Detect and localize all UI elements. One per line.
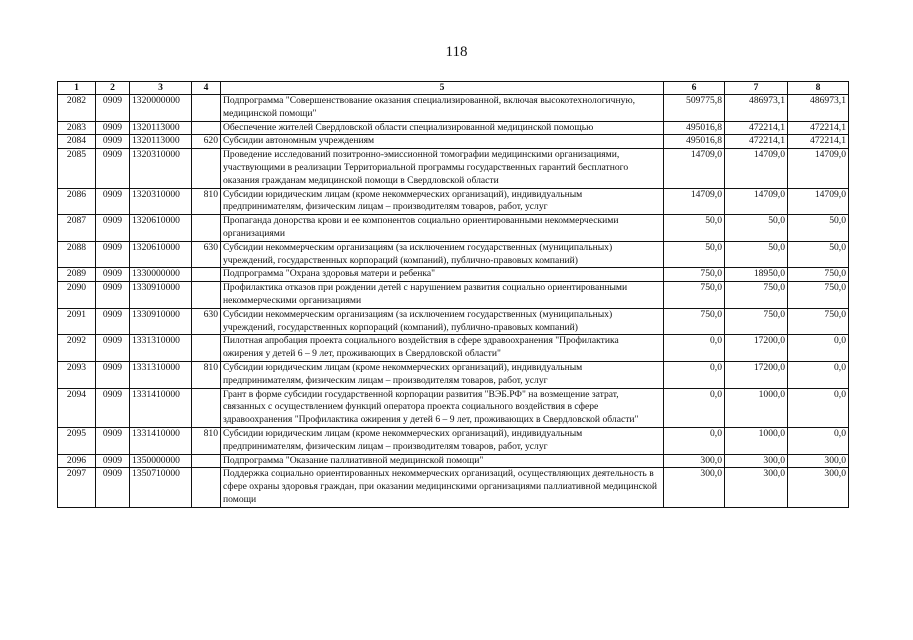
row-number: 2094 bbox=[58, 388, 96, 427]
target-code: 1320113000 bbox=[130, 121, 192, 135]
amount-col-8: 50,0 bbox=[788, 215, 849, 242]
amount-col-7: 14709,0 bbox=[725, 188, 788, 215]
row-number: 2097 bbox=[58, 468, 96, 507]
section-code: 0909 bbox=[96, 388, 130, 427]
expense-type-code bbox=[192, 95, 221, 122]
amount-col-8: 14709,0 bbox=[788, 188, 849, 215]
amount-col-8: 750,0 bbox=[788, 308, 849, 335]
amount-col-8: 0,0 bbox=[788, 335, 849, 362]
item-name: Субсидии юридическим лицам (кроме некоммерческих организаций), индивидуальным предпринимателям, физическим лицам – производителям товаров, работ, услуг bbox=[221, 361, 664, 388]
item-name: Грант в форме субсидии государственной корпорации развития "ВЭБ.РФ" на возмещение затрат, связанных с осуществлением функций оператора проекта социального воздействия в сфере здравоохранения "Профилактика ожирения у детей 6 – 9 лет, проживающих в Свердловской области" bbox=[221, 388, 664, 427]
row-number: 2090 bbox=[58, 282, 96, 309]
item-name: Субсидии некоммерческим организациям (за исключением государственных (муниципальных) учреждений, государственных корпораций (компаний), публично-правовых компаний) bbox=[221, 241, 664, 268]
amount-col-7: 18950,0 bbox=[725, 268, 788, 282]
amount-col-6: 0,0 bbox=[664, 335, 725, 362]
expense-type-code bbox=[192, 468, 221, 507]
table-row bbox=[58, 454, 849, 468]
expense-type-code bbox=[192, 121, 221, 135]
table-row bbox=[58, 188, 849, 215]
column-header: 7 bbox=[725, 82, 788, 95]
column-header: 3 bbox=[130, 82, 192, 95]
item-name: Проведение исследований позитронно-эмиссионной томографии медицинскими организациями, участвующими в реализации Территориальной программы государственных гарантий бесплатного оказания гражданам медицинской помощи в Свердловской области bbox=[221, 149, 664, 188]
amount-col-6: 509775,8 bbox=[664, 95, 725, 122]
table-row bbox=[58, 95, 849, 122]
target-code: 1320610000 bbox=[130, 215, 192, 242]
amount-col-8: 300,0 bbox=[788, 454, 849, 468]
table-row bbox=[58, 215, 849, 242]
amount-col-8: 0,0 bbox=[788, 361, 849, 388]
expense-type-code bbox=[192, 335, 221, 362]
row-number: 2087 bbox=[58, 215, 96, 242]
table-row bbox=[58, 149, 849, 188]
table-row bbox=[58, 388, 849, 427]
target-code: 1330000000 bbox=[130, 268, 192, 282]
section-code: 0909 bbox=[96, 149, 130, 188]
amount-col-6: 14709,0 bbox=[664, 188, 725, 215]
expense-type-code bbox=[192, 149, 221, 188]
amount-col-7: 300,0 bbox=[725, 454, 788, 468]
section-code: 0909 bbox=[96, 95, 130, 122]
table-row bbox=[58, 468, 849, 507]
column-header: 4 bbox=[192, 82, 221, 95]
amount-col-6: 50,0 bbox=[664, 241, 725, 268]
amount-col-6: 0,0 bbox=[664, 427, 725, 454]
target-code: 1320310000 bbox=[130, 149, 192, 188]
column-header: 2 bbox=[96, 82, 130, 95]
target-code: 1331410000 bbox=[130, 388, 192, 427]
item-name: Подпрограмма "Оказание паллиативной медицинской помощи" bbox=[221, 454, 664, 468]
item-name: Подпрограмма "Охрана здоровья матери и ребенка" bbox=[221, 268, 664, 282]
row-number: 2088 bbox=[58, 241, 96, 268]
amount-col-6: 14709,0 bbox=[664, 149, 725, 188]
amount-col-6: 300,0 bbox=[664, 468, 725, 507]
row-number: 2089 bbox=[58, 268, 96, 282]
section-code: 0909 bbox=[96, 121, 130, 135]
table-row bbox=[58, 241, 849, 268]
section-code: 0909 bbox=[96, 454, 130, 468]
amount-col-7: 50,0 bbox=[725, 215, 788, 242]
amount-col-8: 14709,0 bbox=[788, 149, 849, 188]
section-code: 0909 bbox=[96, 335, 130, 362]
column-header: 5 bbox=[221, 82, 664, 95]
target-code: 1320310000 bbox=[130, 188, 192, 215]
amount-col-8: 300,0 bbox=[788, 468, 849, 507]
section-code: 0909 bbox=[96, 282, 130, 309]
table-row bbox=[58, 335, 849, 362]
expense-type-code bbox=[192, 268, 221, 282]
section-code: 0909 bbox=[96, 215, 130, 242]
expense-type-code: 810 bbox=[192, 427, 221, 454]
amount-col-7: 750,0 bbox=[725, 282, 788, 309]
section-code: 0909 bbox=[96, 427, 130, 454]
row-number: 2082 bbox=[58, 95, 96, 122]
amount-col-7: 50,0 bbox=[725, 241, 788, 268]
table-row bbox=[58, 282, 849, 309]
item-name: Пропаганда донорства крови и ее компонентов социально ориентированными некоммерческими организациями bbox=[221, 215, 664, 242]
amount-col-6: 495016,8 bbox=[664, 121, 725, 135]
row-number: 2092 bbox=[58, 335, 96, 362]
target-code: 1350710000 bbox=[130, 468, 192, 507]
expense-type-code bbox=[192, 388, 221, 427]
amount-col-8: 486973,1 bbox=[788, 95, 849, 122]
section-code: 0909 bbox=[96, 268, 130, 282]
amount-col-6: 495016,8 bbox=[664, 135, 725, 149]
section-code: 0909 bbox=[96, 361, 130, 388]
target-code: 1350000000 bbox=[130, 454, 192, 468]
expense-type-code bbox=[192, 282, 221, 309]
page-number: 118 bbox=[445, 44, 468, 60]
row-number: 2091 bbox=[58, 308, 96, 335]
section-code: 0909 bbox=[96, 135, 130, 149]
amount-col-8: 0,0 bbox=[788, 388, 849, 427]
table-row bbox=[58, 135, 849, 149]
target-code: 1330910000 bbox=[130, 282, 192, 309]
amount-col-7: 472214,1 bbox=[725, 121, 788, 135]
target-code: 1331310000 bbox=[130, 361, 192, 388]
item-name: Поддержка социально ориентированных некоммерческих организаций, осуществляющих деятельность в сфере охраны здоровья граждан, при оказании медицинскими организациями паллиативной медицинской помощи bbox=[221, 468, 664, 507]
item-name: Субсидии юридическим лицам (кроме некоммерческих организаций), индивидуальным предпринимателям, физическим лицам – производителям товаров, работ, услуг bbox=[221, 188, 664, 215]
amount-col-8: 50,0 bbox=[788, 241, 849, 268]
item-name: Подпрограмма "Совершенствование оказания специализированной, включая высокотехнологичную, медицинской помощи" bbox=[221, 95, 664, 122]
expense-type-code: 620 bbox=[192, 135, 221, 149]
amount-col-7: 300,0 bbox=[725, 468, 788, 507]
row-number: 2095 bbox=[58, 427, 96, 454]
column-header: 1 bbox=[58, 82, 96, 95]
item-name: Субсидии автономным учреждениям bbox=[221, 135, 664, 149]
amount-col-6: 50,0 bbox=[664, 215, 725, 242]
amount-col-7: 486973,1 bbox=[725, 95, 788, 122]
target-code: 1320113000 bbox=[130, 135, 192, 149]
table-row bbox=[58, 427, 849, 454]
amount-col-7: 17200,0 bbox=[725, 361, 788, 388]
expense-type-code: 630 bbox=[192, 308, 221, 335]
target-code: 1331310000 bbox=[130, 335, 192, 362]
amount-col-8: 472214,1 bbox=[788, 121, 849, 135]
target-code: 1320000000 bbox=[130, 95, 192, 122]
amount-col-6: 0,0 bbox=[664, 388, 725, 427]
table-header-row bbox=[58, 82, 849, 95]
amount-col-7: 472214,1 bbox=[725, 135, 788, 149]
item-name: Субсидии юридическим лицам (кроме некоммерческих организаций), индивидуальным предпринимателям, физическим лицам – производителям товаров, работ, услуг bbox=[221, 427, 664, 454]
table-row bbox=[58, 361, 849, 388]
amount-col-6: 300,0 bbox=[664, 454, 725, 468]
table-row bbox=[58, 121, 849, 135]
table-row bbox=[58, 268, 849, 282]
section-code: 0909 bbox=[96, 308, 130, 335]
row-number: 2093 bbox=[58, 361, 96, 388]
expense-type-code bbox=[192, 215, 221, 242]
budget-table bbox=[57, 81, 849, 508]
section-code: 0909 bbox=[96, 188, 130, 215]
section-code: 0909 bbox=[96, 241, 130, 268]
amount-col-7: 14709,0 bbox=[725, 149, 788, 188]
amount-col-7: 1000,0 bbox=[725, 427, 788, 454]
table-body bbox=[58, 95, 849, 508]
column-header: 8 bbox=[788, 82, 849, 95]
amount-col-8: 750,0 bbox=[788, 282, 849, 309]
item-name: Пилотная апробация проекта социального воздействия в сфере здравоохранения "Профилактика ожирения у детей 6 – 9 лет, проживающих в Свердловской области" bbox=[221, 335, 664, 362]
section-code: 0909 bbox=[96, 468, 130, 507]
target-code: 1331410000 bbox=[130, 427, 192, 454]
column-header: 6 bbox=[664, 82, 725, 95]
amount-col-6: 750,0 bbox=[664, 268, 725, 282]
row-number: 2084 bbox=[58, 135, 96, 149]
amount-col-7: 17200,0 bbox=[725, 335, 788, 362]
amount-col-7: 1000,0 bbox=[725, 388, 788, 427]
expense-type-code: 810 bbox=[192, 188, 221, 215]
item-name: Профилактика отказов при рождении детей с нарушением развития социально ориентированными некоммерческими организациями bbox=[221, 282, 664, 309]
item-name: Обеспечение жителей Свердловской области специализированной медицинской помощью bbox=[221, 121, 664, 135]
item-name: Субсидии некоммерческим организациям (за исключением государственных (муниципальных) учреждений, государственных корпораций (компаний), публично-правовых компаний) bbox=[221, 308, 664, 335]
amount-col-7: 750,0 bbox=[725, 308, 788, 335]
row-number: 2086 bbox=[58, 188, 96, 215]
row-number: 2085 bbox=[58, 149, 96, 188]
expense-type-code: 810 bbox=[192, 361, 221, 388]
amount-col-8: 0,0 bbox=[788, 427, 849, 454]
table-row bbox=[58, 308, 849, 335]
row-number: 2096 bbox=[58, 454, 96, 468]
amount-col-6: 0,0 bbox=[664, 361, 725, 388]
expense-type-code: 630 bbox=[192, 241, 221, 268]
target-code: 1320610000 bbox=[130, 241, 192, 268]
amount-col-6: 750,0 bbox=[664, 308, 725, 335]
amount-col-6: 750,0 bbox=[664, 282, 725, 309]
expense-type-code bbox=[192, 454, 221, 468]
amount-col-8: 750,0 bbox=[788, 268, 849, 282]
target-code: 1330910000 bbox=[130, 308, 192, 335]
row-number: 2083 bbox=[58, 121, 96, 135]
amount-col-8: 472214,1 bbox=[788, 135, 849, 149]
